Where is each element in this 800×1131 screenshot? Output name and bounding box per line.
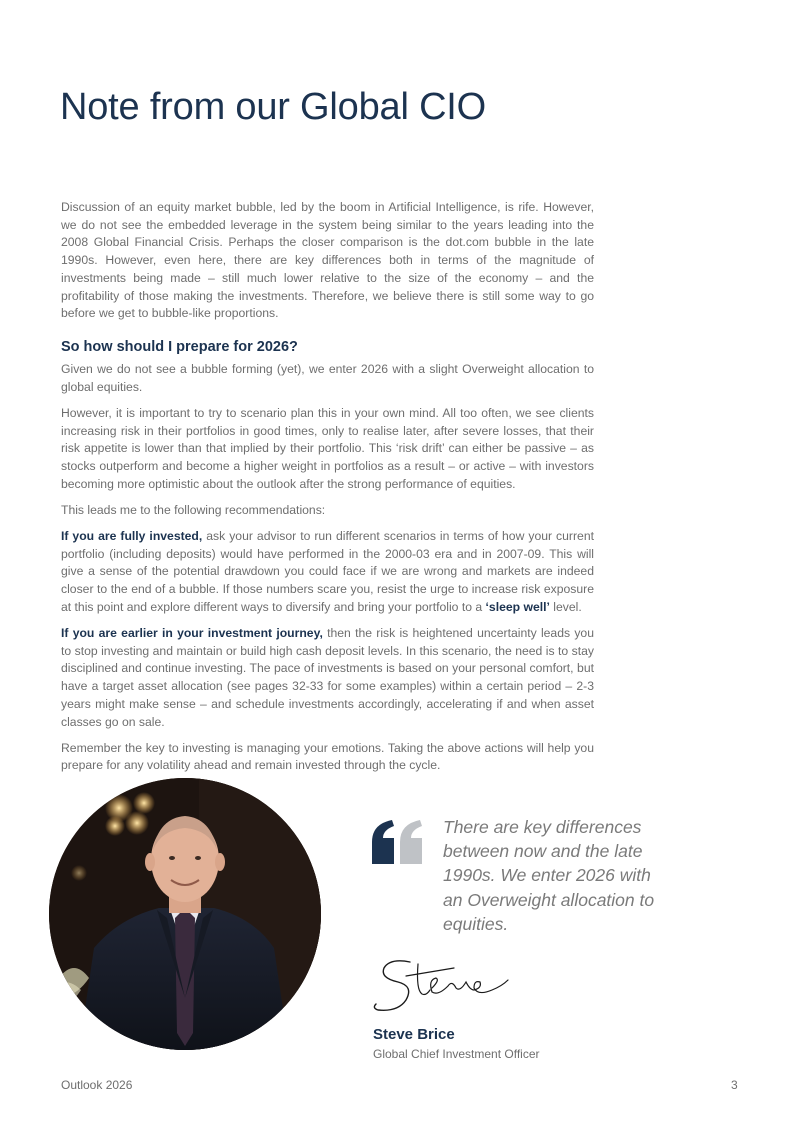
recommendation-1-tail: level. (549, 599, 582, 614)
pull-quote: There are key differences between now and the late 1990s. We enter 2026 with an Overweight allocation to equities. (443, 817, 655, 934)
footer-publication: Outlook 2026 (61, 1078, 133, 1092)
signatory-role: Global Chief Investment Officer (373, 1047, 540, 1061)
paragraph-1: Given we do not see a bubble forming (yet), we enter 2026 with a slight Overweight allocation to global equities. (61, 361, 594, 394)
closing-paragraph: Remember the key to investing is managing your emotions. Taking the above actions will help you prepare for any volatility ahead and remain invested through the cycle. (61, 740, 594, 773)
paragraph-2: However, it is important to try to scenario plan this in your own mind. All too often, we see clients increasing risk in their portfolios in good times, only to realise later, after severe losses, that their risk appetite is lower than that implied by their portfolio. This ‘risk drift’ can either be passive – as stocks outperform and become a higher weight in portfolios as a result – or active – with investors becoming more optimistic about the outlook after the strong performance of equities. (61, 405, 594, 491)
article-body (61, 199, 594, 784)
paragraph-3: This leads me to the following recommendations: (61, 502, 326, 517)
intro-paragraph: Discussion of an equity market bubble, led by the boom in Artificial Intelligence, is rife. However, we do not see the embedded leverage in the system being similar to the years leading into the 2008 Global Financial Crisis. Perhaps the closer comparison is the dot.com bubble in the late 1990s. However, even here, there are key differences both in terms of the magnitude of investments being made – still much lower relative to the size of the economy – and the profitability of those making the investments. Therefore, we believe there is still some way to go before we get to bubble-like proportions. (61, 200, 594, 321)
recommendation-2 (61, 625, 594, 731)
handwritten-signature (370, 950, 520, 1020)
recommendation-2-text: then the risk is heightened uncertainty leads you to stop investing and maintain or build high cash deposit levels. In this scenario, the need is to stay disciplined and continue investing. The pace of investments is based on your personal comfort, but have a target asset allocation (see pages 32-33 for some examples) within a certain period – 2-3 years might make sense – and schedule investments accordingly, accelerating if and when asset classes go on sale. (61, 626, 594, 729)
section-heading: So how should I prepare for 2026? (61, 338, 298, 355)
recommendation-1 (61, 528, 594, 617)
page-title: Note from our Global CIO (60, 86, 487, 128)
cio-portrait-illustration (49, 778, 321, 1050)
signatory-name: Steve Brice (373, 1026, 455, 1043)
left-double-quote-icon (372, 820, 424, 864)
recommendation-2-lead: If you are earlier in your investment journey, (61, 626, 323, 641)
recommendation-1-lead: If you are fully invested, (61, 529, 203, 544)
page-number: 3 (731, 1078, 738, 1092)
sleep-well-emphasis: ‘sleep well’ (485, 599, 550, 614)
cio-portrait (49, 778, 321, 1050)
recommendation-1-text: ask your advisor to run different scenarios in terms of how your current portfolio (including deposits) would have performed in the 2000-03 era and in 2007-09. This will give a sense of the potential drawdown you could face if we are wrong and markets are indeed closer to the end of a bubble. If those numbers scare you, resist the urge to increase risk exposure at this point and explore different ways to diversify and bring your portfolio to a (61, 529, 594, 614)
